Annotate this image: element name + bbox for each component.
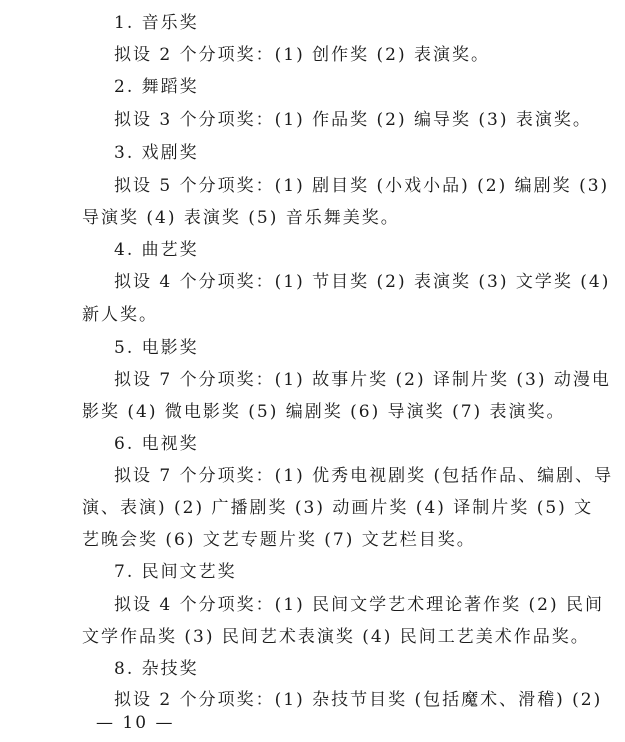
section-text-folk-art-line-1: 拟设 4 个分项奖：(1) 民间文学艺术理论著作奖 (2) 民间 — [114, 595, 604, 615]
section-heading-drama: 3. 戏剧奖 — [114, 143, 199, 163]
section-heading-acrobatics: 8. 杂技奖 — [114, 659, 199, 679]
section-text-music-line-1: 拟设 2 个分项奖：(1) 创作奖 (2) 表演奖。 — [114, 45, 490, 65]
section-text-tv-line-2: 演、表演) (2) 广播剧奖 (3) 动画片奖 (4) 译制片奖 (5) 文 — [82, 498, 594, 518]
section-text-drama-line-2: 导演奖 (4) 表演奖 (5) 音乐舞美奖。 — [82, 208, 400, 228]
section-heading-music: 1. 音乐奖 — [114, 13, 199, 33]
section-text-dance-line-1: 拟设 3 个分项奖：(1) 作品奖 (2) 编导奖 (3) 表演奖。 — [114, 110, 592, 130]
section-text-quyi-line-2: 新人奖。 — [82, 305, 158, 325]
page-number: — 10 — — [96, 713, 175, 733]
section-heading-dance: 2. 舞蹈奖 — [114, 77, 199, 97]
section-text-tv-line-1: 拟设 7 个分项奖：(1) 优秀电视剧奖 (包括作品、编剧、导 — [114, 466, 614, 486]
section-text-tv-line-3: 艺晚会奖 (6) 文艺专题片奖 (7) 文艺栏目奖。 — [82, 530, 476, 550]
section-heading-film: 5. 电影奖 — [114, 338, 199, 358]
section-heading-tv: 6. 电视奖 — [114, 434, 199, 454]
section-text-drama-line-1: 拟设 5 个分项奖：(1) 剧目奖 (小戏小品) (2) 编剧奖 (3) — [114, 176, 610, 196]
section-heading-folk-art: 7. 民间文艺奖 — [114, 562, 237, 582]
section-heading-quyi: 4. 曲艺奖 — [114, 240, 199, 260]
section-text-quyi-line-1: 拟设 4 个分项奖：(1) 节目奖 (2) 表演奖 (3) 文学奖 (4) — [114, 272, 611, 292]
section-text-film-line-1: 拟设 7 个分项奖：(1) 故事片奖 (2) 译制片奖 (3) 动漫电 — [114, 370, 611, 390]
section-text-acrobatics-line-1: 拟设 2 个分项奖：(1) 杂技节目奖 (包括魔术、滑稽) (2) — [114, 690, 603, 710]
section-text-film-line-2: 影奖 (4) 微电影奖 (5) 编剧奖 (6) 导演奖 (7) 表演奖。 — [82, 402, 566, 422]
section-text-folk-art-line-2: 文学作品奖 (3) 民间艺术表演奖 (4) 民间工艺美术作品奖。 — [82, 627, 590, 647]
